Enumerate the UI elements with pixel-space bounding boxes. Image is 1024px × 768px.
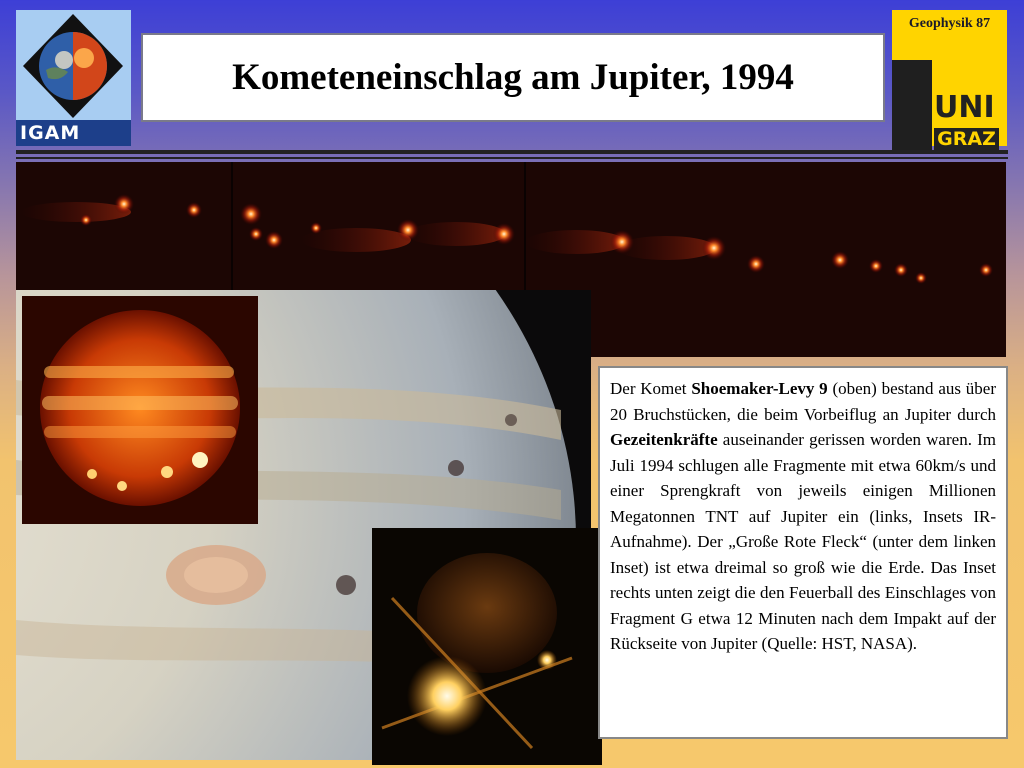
- impact-fireball-inset: [372, 528, 602, 765]
- graz-label: GRAZ: [934, 128, 999, 150]
- divider: [16, 150, 1008, 154]
- tidal-forces-term: Gezeitenkräfte: [610, 430, 718, 449]
- igam-logo: [16, 10, 131, 146]
- caption-box: [598, 366, 1008, 739]
- comet-name: Shoemaker-Levy 9: [691, 379, 828, 398]
- jupiter-infrared-inset: [22, 296, 258, 524]
- caption-segment: auseinander gerissen worden waren. Im Juli 1994 schlugen alle Fragmente mit etwa 60km/s und einer Sprengkraft von jeweils einigen Millionen Megatonnen TNT auf Jupiter ein (links, Insets IR-Aufnahme). Der „Große Rote Fleck“ (unter dem linken Inset) ist etwa dreimal so groß wie die Erde. Das Inset rechts unten zeigt die den Feuerball des Einschlages von Fragment G etwa 12 Minuten nach dem Impakt auf der Rückseite von Jupiter (Quelle: HST, NASA).: [610, 430, 996, 653]
- uni-label: UNI: [934, 90, 995, 125]
- divider: [16, 157, 1008, 159]
- caption-segment: (oben) bestand aus über 20 Bruchstücken, die beim Vorbeiflug an Jupiter durch: [610, 379, 996, 424]
- igam-label: IGAM: [16, 120, 131, 146]
- uni-graz-logo: [892, 10, 1007, 150]
- uni-mark-icon: [892, 60, 932, 150]
- course-label: Geophysik 87: [908, 16, 991, 31]
- title-box: [141, 33, 885, 122]
- page-title: Kometeneinschlag am Jupiter, 1994: [232, 57, 794, 98]
- caption-text: [610, 376, 996, 657]
- caption-segment: Der Komet: [610, 379, 692, 398]
